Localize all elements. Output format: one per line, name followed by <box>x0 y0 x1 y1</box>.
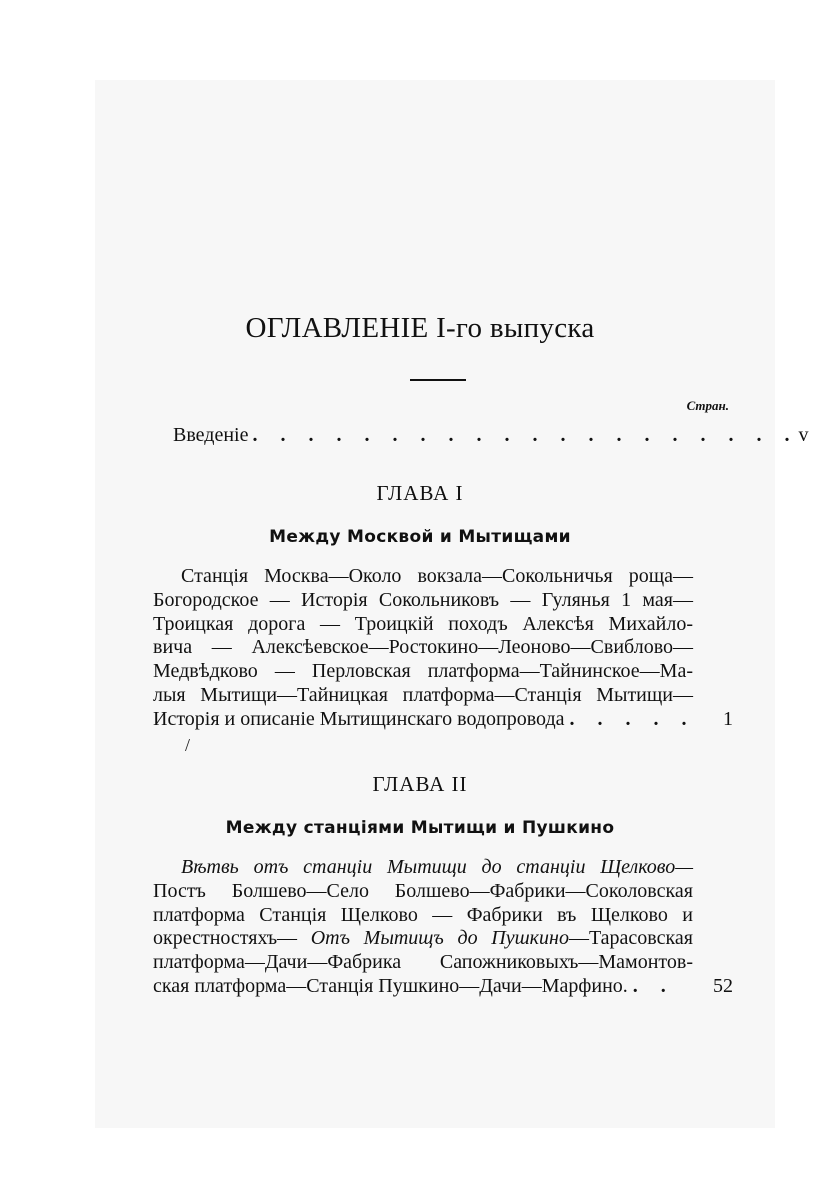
contents-line: Станція Москва—Около вокзала—Сокольничья роща— <box>181 565 693 587</box>
contents-line: Троицкая дорога — Троицкій походъ Алексѣя Михайло- <box>153 612 693 635</box>
contents-text: —Тарасовская <box>568 927 693 950</box>
contents-line-text: ская платформа—Станція Пушкино—Дачи—Марфино. <box>153 974 628 997</box>
chapter-1-page-number: 1 <box>723 708 733 730</box>
contents-text: окрестностяхъ— <box>153 927 298 950</box>
contents-line: платформа Станція Щелково — Фабрики въ Щелково и <box>153 903 693 926</box>
chapter-1-subtitle: Между Москвой и Мытищами <box>269 527 571 547</box>
toc-entry-label: Введеніе <box>173 424 249 446</box>
contents-line: Богородское — Исторія Сокольниковъ — Гулянья 1 мая— <box>153 588 693 611</box>
chapter-1-heading: ГЛАВА I <box>376 481 464 505</box>
toc-entry-introduction[interactable] <box>173 424 809 447</box>
italic-route-text: Отъ Мытищъ до Пушкино <box>310 927 569 950</box>
contents-line-final <box>153 975 693 999</box>
chapter-2-subtitle: Между станціями Мытищи и Пушкино <box>225 818 615 838</box>
page-column-label: Стран. <box>686 398 729 413</box>
title-divider <box>410 379 466 381</box>
italic-route-text: Вѣтвь отъ станціи Мытищи до станціи Щелково— <box>181 856 693 878</box>
stray-pen-mark: / <box>185 735 191 755</box>
contents-line <box>153 927 693 951</box>
chapter-1-contents[interactable] <box>153 565 696 732</box>
contents-line-final <box>153 707 696 732</box>
contents-line: Медвѣдково — Перловская платформа—Тайнинское—Ма- <box>153 660 693 683</box>
contents-line-text: Исторія и описаніе Мытищинскаго водопровода <box>153 707 565 730</box>
dot-leader: . . . . . . . . . . . . . . . . . . . . <box>252 424 799 446</box>
contents-line: платформа—Дачи—Фабрика Сапожниковыхъ—Мамонтов- <box>153 951 693 974</box>
contents-line <box>153 856 693 880</box>
dot-leader: . . <box>632 974 675 997</box>
contents-line: Постъ Болшево—Село Болшево—Фабрики—Соколовская <box>153 879 693 902</box>
toc-page-number: v <box>798 424 809 446</box>
chapter-2-heading: ГЛАВА II <box>372 772 468 796</box>
contents-line: вича — Алексѣевское—Ростокино—Леоново—Свиблово— <box>153 636 693 659</box>
dot-leader: . . . . . <box>569 707 696 730</box>
chapter-2-contents[interactable] <box>153 856 693 999</box>
chapter-2-page-number: 52 <box>713 975 733 997</box>
page-title: ОГЛАВЛЕНІЕ I-го выпуска <box>245 312 595 344</box>
contents-line: лыя Мытищи—Тайницкая платформа—Станція Мытищи— <box>153 683 693 706</box>
